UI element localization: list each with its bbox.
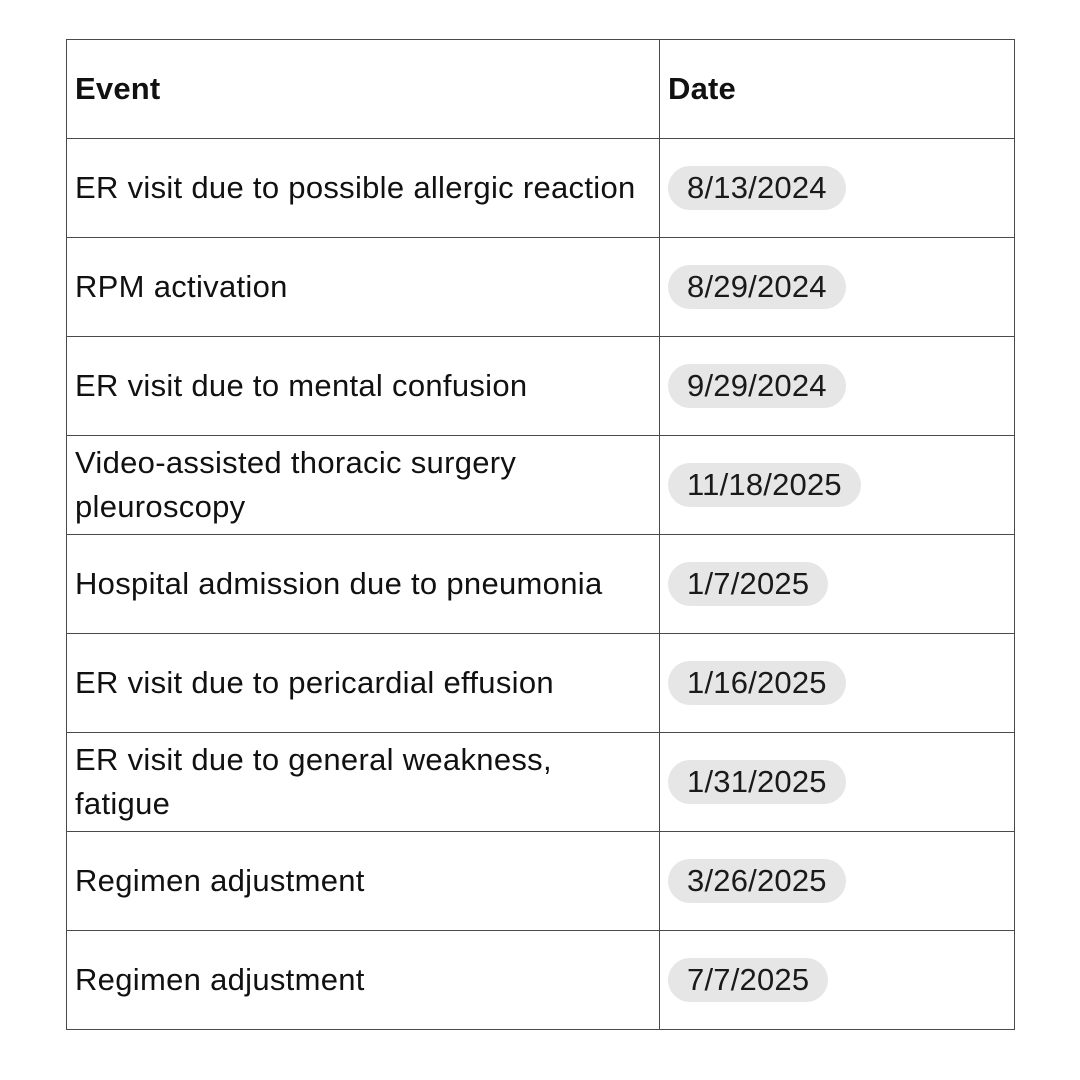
event-cell: Regimen adjustment <box>67 931 660 1030</box>
date-chip: 1/7/2025 <box>668 562 828 606</box>
table-row <box>67 535 1015 634</box>
event-column-header: Event <box>67 40 660 139</box>
date-chip: 9/29/2024 <box>668 364 846 408</box>
table-row <box>67 337 1015 436</box>
event-cell: Regimen adjustment <box>67 832 660 931</box>
date-cell <box>660 931 1015 1030</box>
date-cell <box>660 634 1015 733</box>
date-chip: 11/18/2025 <box>668 463 861 507</box>
events-table <box>66 39 1015 1030</box>
event-cell: ER visit due to pericardial effusion <box>67 634 660 733</box>
date-cell <box>660 238 1015 337</box>
table-row <box>67 238 1015 337</box>
date-chip: 8/29/2024 <box>668 265 846 309</box>
date-chip: 8/13/2024 <box>668 166 846 210</box>
date-chip: 3/26/2025 <box>668 859 846 903</box>
date-chip: 1/16/2025 <box>668 661 846 705</box>
date-cell <box>660 832 1015 931</box>
event-cell: ER visit due to mental confusion <box>67 337 660 436</box>
date-cell <box>660 337 1015 436</box>
table-row <box>67 931 1015 1030</box>
table-row <box>67 634 1015 733</box>
date-cell <box>660 733 1015 832</box>
event-cell: Hospital admission due to pneumonia <box>67 535 660 634</box>
table-row <box>67 832 1015 931</box>
table-row <box>67 733 1015 832</box>
event-cell: Video-assisted thoracic surgery pleuroscopy <box>67 436 660 535</box>
table-row <box>67 436 1015 535</box>
date-cell <box>660 436 1015 535</box>
date-chip: 1/31/2025 <box>668 760 846 804</box>
date-cell <box>660 535 1015 634</box>
event-cell: ER visit due to general weakness, fatigue <box>67 733 660 832</box>
event-cell: RPM activation <box>67 238 660 337</box>
event-cell: ER visit due to possible allergic reaction <box>67 139 660 238</box>
table-row <box>67 139 1015 238</box>
date-chip: 7/7/2025 <box>668 958 828 1002</box>
date-cell <box>660 139 1015 238</box>
table-header-row <box>67 40 1015 139</box>
date-column-header: Date <box>660 40 1015 139</box>
